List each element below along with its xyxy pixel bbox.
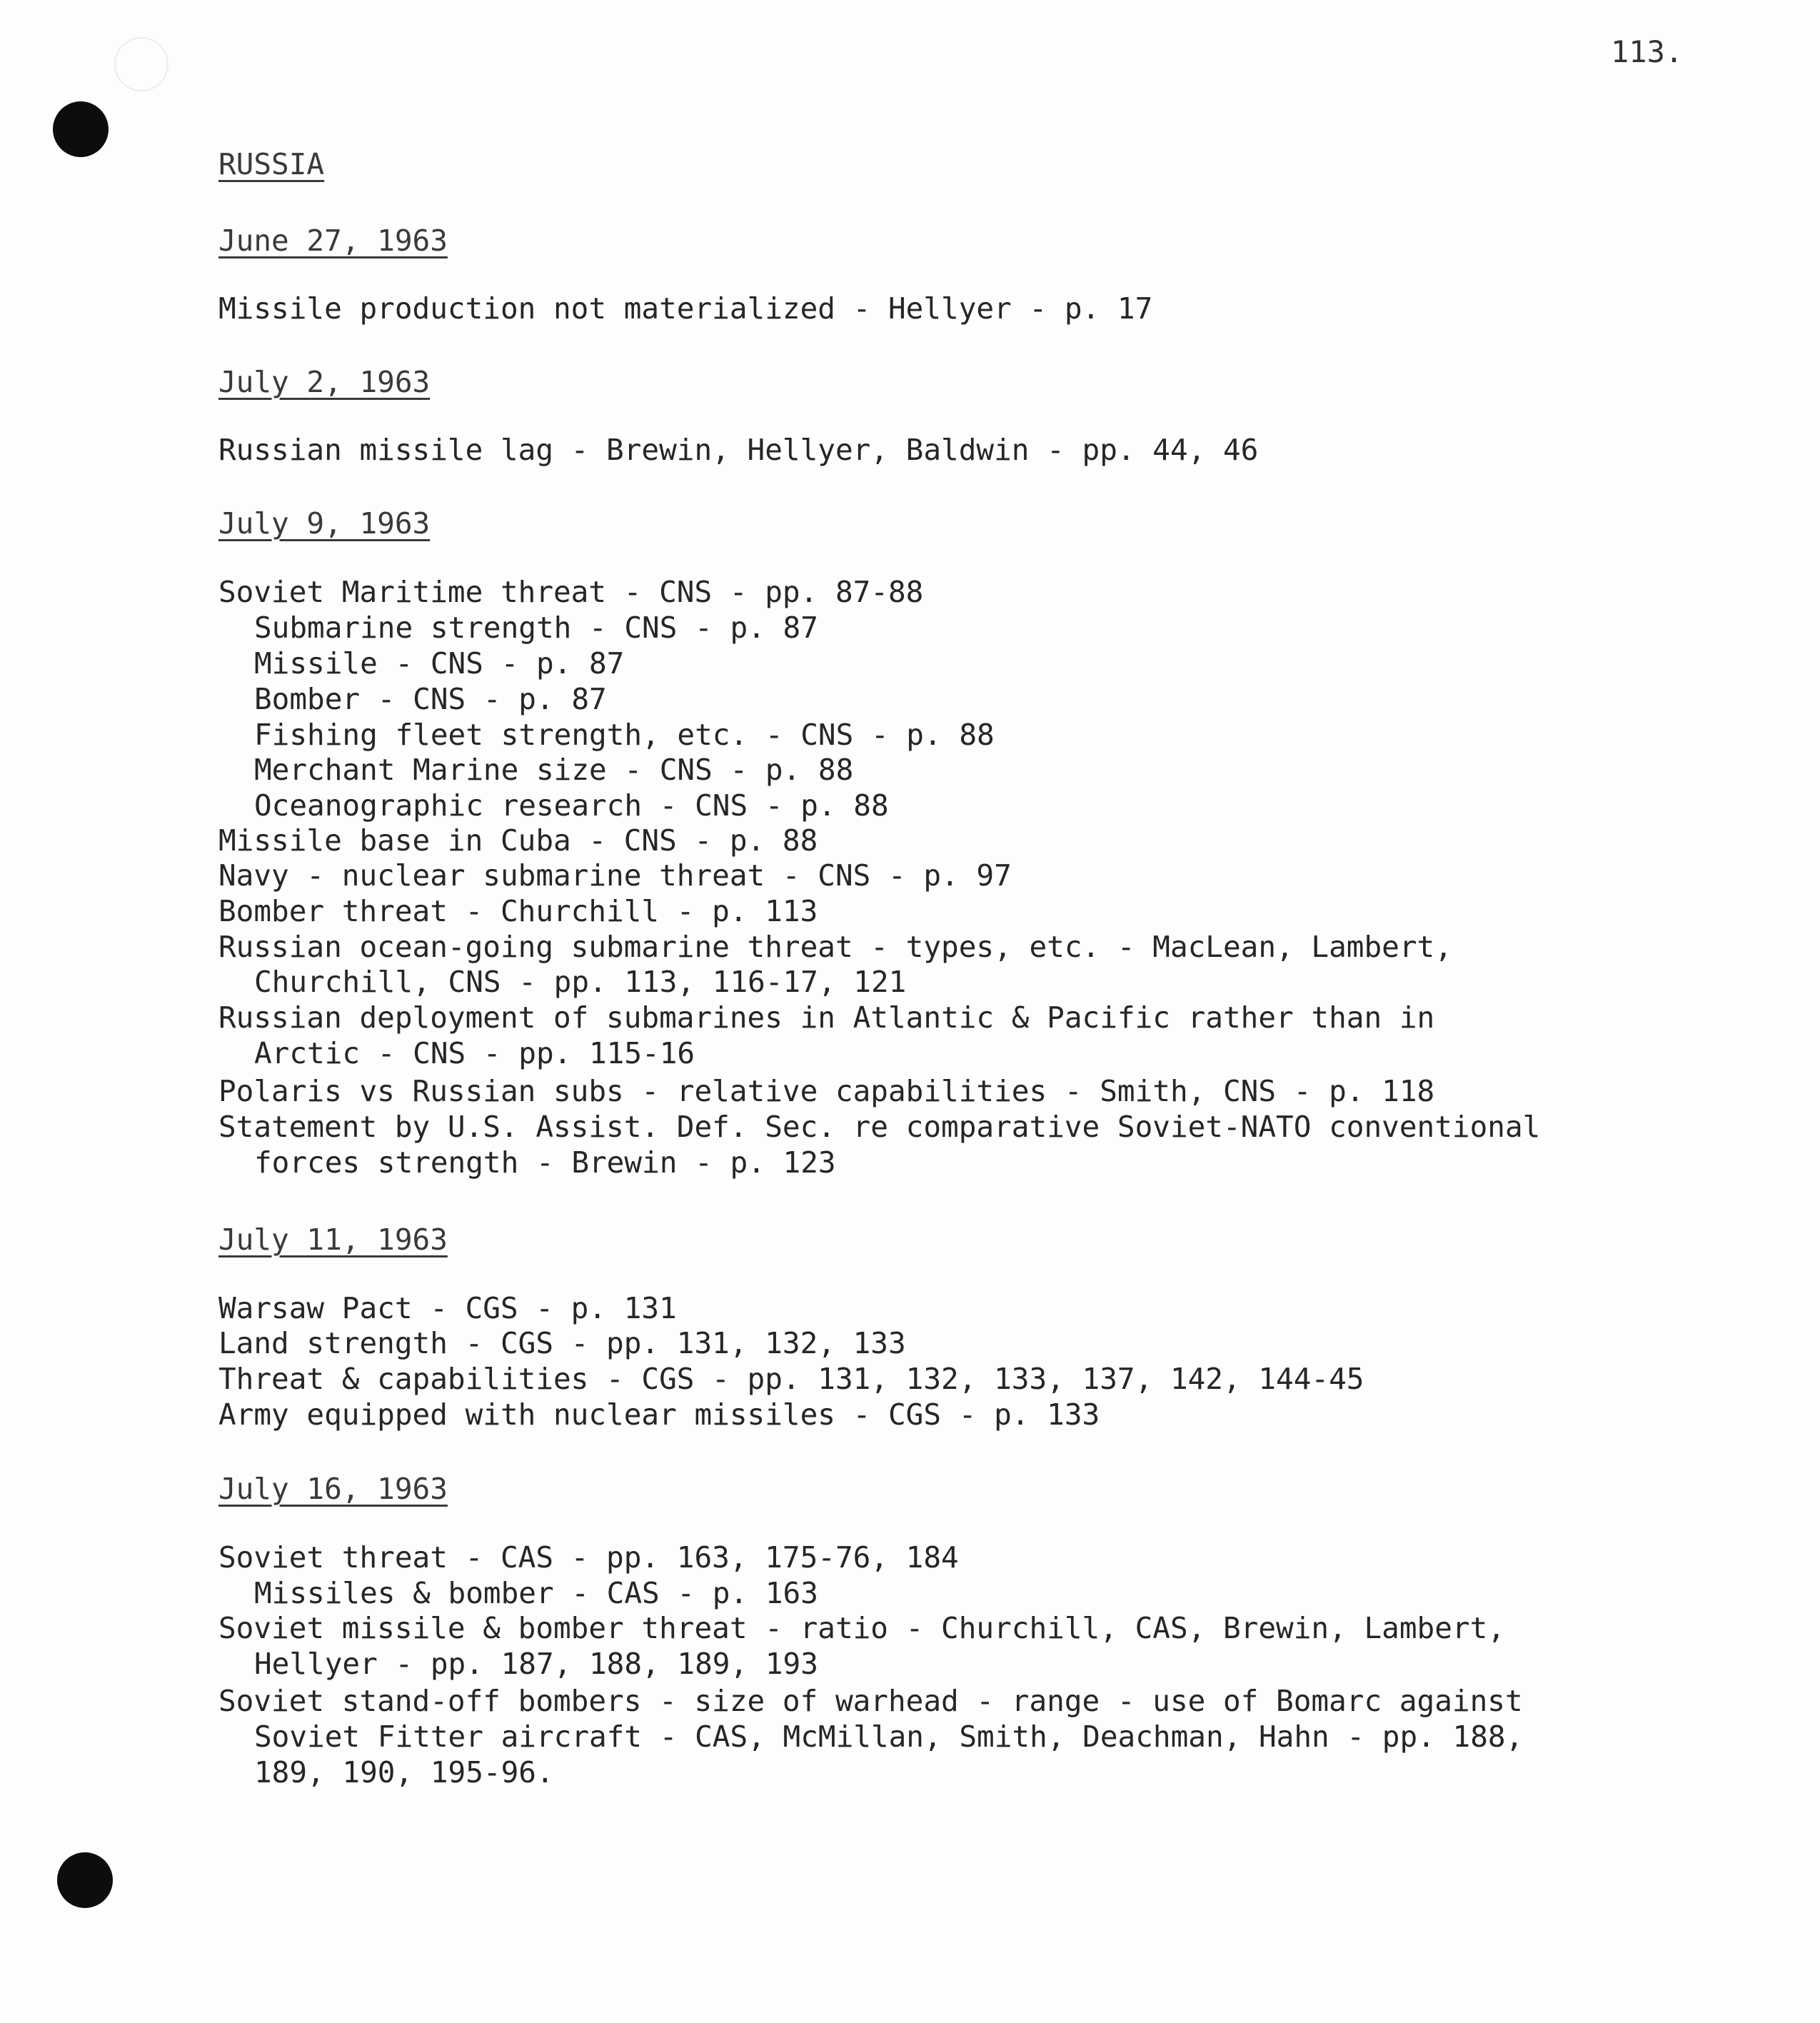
section-date: July 2, 1963: [218, 365, 431, 399]
entry-line: Hellyer - pp. 187, 188, 189, 193: [254, 1647, 818, 1681]
entry-line: Soviet Fitter aircraft - CAS, McMillan, Smith, Deachman, Hahn - pp. 188,: [254, 1720, 1524, 1754]
entry-line: Submarine strength - CNS - p. 87: [254, 611, 818, 645]
entry-line: Russian ocean-going submarine threat - types, etc. - MacLean, Lambert,: [218, 930, 1452, 964]
entry-line: Bomber - CNS - p. 87: [254, 682, 607, 716]
entry-line: Russian missile lag - Brewin, Hellyer, Baldwin - pp. 44, 46: [218, 433, 1259, 467]
document-title: RUSSIA: [218, 147, 325, 181]
entry-line: Soviet threat - CAS - pp. 163, 175-76, 184: [218, 1540, 959, 1575]
section-date: July 11, 1963: [218, 1223, 448, 1257]
entry-line: Churchill, CNS - pp. 113, 116-17, 121: [254, 965, 907, 999]
entry-line: Arctic - CNS - pp. 115-16: [254, 1036, 695, 1070]
entry-line: forces strength - Brewin - p. 123: [254, 1145, 836, 1180]
section-date: June 27, 1963: [218, 224, 448, 258]
entry-line: Missiles & bomber - CAS - p. 163: [254, 1576, 818, 1610]
entry-line: Fishing fleet strength, etc. - CNS - p. 88: [254, 718, 995, 752]
entry-line: Missile base in Cuba - CNS - p. 88: [218, 823, 818, 858]
page-number: 113.: [1611, 34, 1684, 69]
entry-line: Soviet stand-off bombers - size of warhead - range - use of Bomarc against: [218, 1684, 1523, 1718]
entry-line: Soviet Maritime threat - CNS - pp. 87-88: [218, 575, 924, 609]
entry-line: Soviet missile & bomber threat - ratio - Churchill, CAS, Brewin, Lambert,: [218, 1611, 1505, 1645]
entry-line: Land strength - CGS - pp. 131, 132, 133: [218, 1326, 906, 1360]
punch-hole-top: [53, 101, 109, 157]
entry-line: Threat & capabilities - CGS - pp. 131, 132, 133, 137, 142, 144-45: [218, 1362, 1364, 1396]
entry-line: Missile - CNS - p. 87: [254, 646, 625, 681]
entry-line: Oceanographic research - CNS - p. 88: [254, 788, 889, 823]
section-date: July 16, 1963: [218, 1472, 448, 1506]
entry-line: 189, 190, 195-96.: [254, 1755, 554, 1789]
entry-line: Navy - nuclear submarine threat - CNS - p. 97: [218, 858, 1012, 893]
entry-line: Polaris vs Russian subs - relative capabilities - Smith, CNS - p. 118: [218, 1074, 1435, 1108]
entry-line: Statement by U.S. Assist. Def. Sec. re comparative Soviet-NATO conventional: [218, 1110, 1541, 1144]
entry-line: Missile production not materialized - Hellyer - p. 17: [218, 291, 1153, 326]
entry-line: Russian deployment of submarines in Atlantic & Pacific rather than in: [218, 1000, 1435, 1035]
entry-line: Army equipped with nuclear missiles - CGS - p. 133: [218, 1397, 1100, 1432]
entry-line: Bomber threat - Churchill - p. 113: [218, 894, 818, 928]
entry-line: Warsaw Pact - CGS - p. 131: [218, 1291, 677, 1325]
punch-hole-mark: [114, 37, 169, 91]
section-date: July 9, 1963: [218, 506, 431, 541]
punch-hole-bottom: [57, 1852, 113, 1908]
entry-line: Merchant Marine size - CNS - p. 88: [254, 753, 854, 787]
